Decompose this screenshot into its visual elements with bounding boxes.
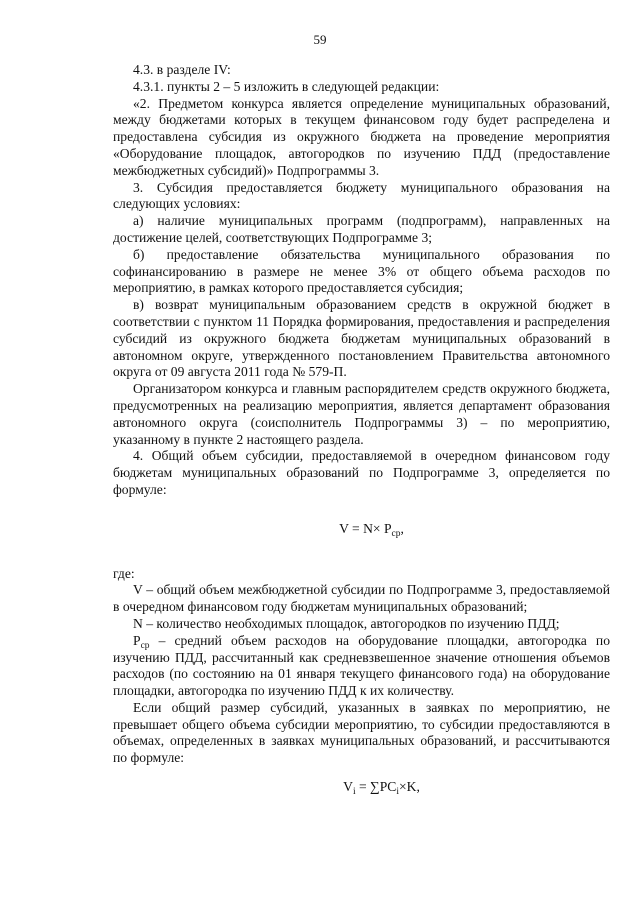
definition-n: N – количество необходимых площадок, автогородков по изучению ПДД; bbox=[133, 615, 560, 631]
formula-individual-subsidy bbox=[113, 779, 610, 796]
document-body bbox=[113, 62, 610, 796]
definition-v: V – общий объем межбюджетной субсидии по Подпрограмме 3, предоставляемой в очередном финансовом году бюджетам муниципальных образований; bbox=[113, 582, 610, 615]
paragraph-2: «2. Предметом конкурса является определение муниципальных образований, между бюджетами которых в текущем финансовом году будет распределена и предоставлена субсидия из окружного бюджета на проведение мероприятия «Оборудование площадок, автогородков по изучению ПДД (предоставление межбюджетных субсидий)» Подпрограммы 3. bbox=[113, 95, 610, 178]
definition-p-subscript: ср bbox=[140, 640, 150, 651]
paragraph-3b: б) предоставление обязательства муниципального образования по софинансированию в размере не менее 3% от общего объема расходов по мероприятию, в рамках которого предоставляется субсидия; bbox=[113, 246, 610, 296]
paragraph-organizer: Организатором конкурса и главным распорядителем средств окружного бюджета, предусмотренных на реализацию мероприятия, является департамент образования автономного округа (соисполнитель Подпрограммы 3) – по мероприятию, указанному в пункте 2 настоящего раздела. bbox=[113, 381, 610, 447]
formula-1-tail: , bbox=[400, 520, 404, 536]
paragraph-4: 4. Общий объем субсидии, предоставляемой в очередном финансовом году бюджетам муниципальных образований по Подпрограмме 3, определяется по формуле: bbox=[113, 448, 610, 497]
formula-2-eq: = ∑PC bbox=[355, 779, 397, 795]
definition-p-text: – средний объем расходов на оборудование площадки, автогородка по изучению ПДД, рассчитанный как средневзвешенное значение отношения объемов расходов (по состоянию на 01 января текущего финансового года) на оборудование площадки, автогородка по изучению ПДД к их количеству. bbox=[113, 632, 610, 699]
formula-2-v: V bbox=[343, 779, 353, 795]
paragraph-5: Если общий размер субсидий, указанных в заявках по мероприятию, не превышает общего объема субсидии мероприятию, то субсидии предоставляются в объемах, определенных в заявках муниципальных образований, и рассчитываются по формуле: bbox=[113, 699, 610, 766]
formula-2-v-subscript: i bbox=[352, 787, 356, 798]
formula-1-main: V = N× P bbox=[339, 520, 392, 536]
formula-total-subsidy bbox=[113, 521, 610, 538]
paragraph-3a: а) наличие муниципальных программ (подпрограмм), направленных на достижение целей, соответствующих Подпрограмме 3; bbox=[113, 213, 610, 245]
formula-1-subscript: ср bbox=[391, 528, 401, 539]
definition-p bbox=[113, 633, 610, 700]
subsection-heading: 4.3. в разделе IV: bbox=[133, 62, 231, 77]
definition-p-symbol: P bbox=[133, 632, 141, 648]
paragraph-3c: в) возврат муниципальным образованием средств в окружной бюджет в соответствии с пунктом 11 Порядка формирования, предоставления и распределения субсидий из окружного бюджета бюджетам муниципальных образований в автономном округе, утвержденного постановлением Правительства автономного округа от 09 августа 2011 года № 579-П. bbox=[113, 297, 610, 380]
subsection-instruction: 4.3.1. пункты 2 – 5 изложить в следующей редакции: bbox=[133, 78, 440, 94]
formula-2-pc-subscript: i bbox=[396, 787, 399, 798]
formula-2-tail: ×K, bbox=[399, 779, 420, 795]
page-number: 59 bbox=[313, 32, 327, 47]
paragraph-3: 3. Субсидия предоставляется бюджету муниципального образования на следующих условиях: bbox=[113, 179, 610, 212]
where-label: где: bbox=[113, 565, 135, 581]
